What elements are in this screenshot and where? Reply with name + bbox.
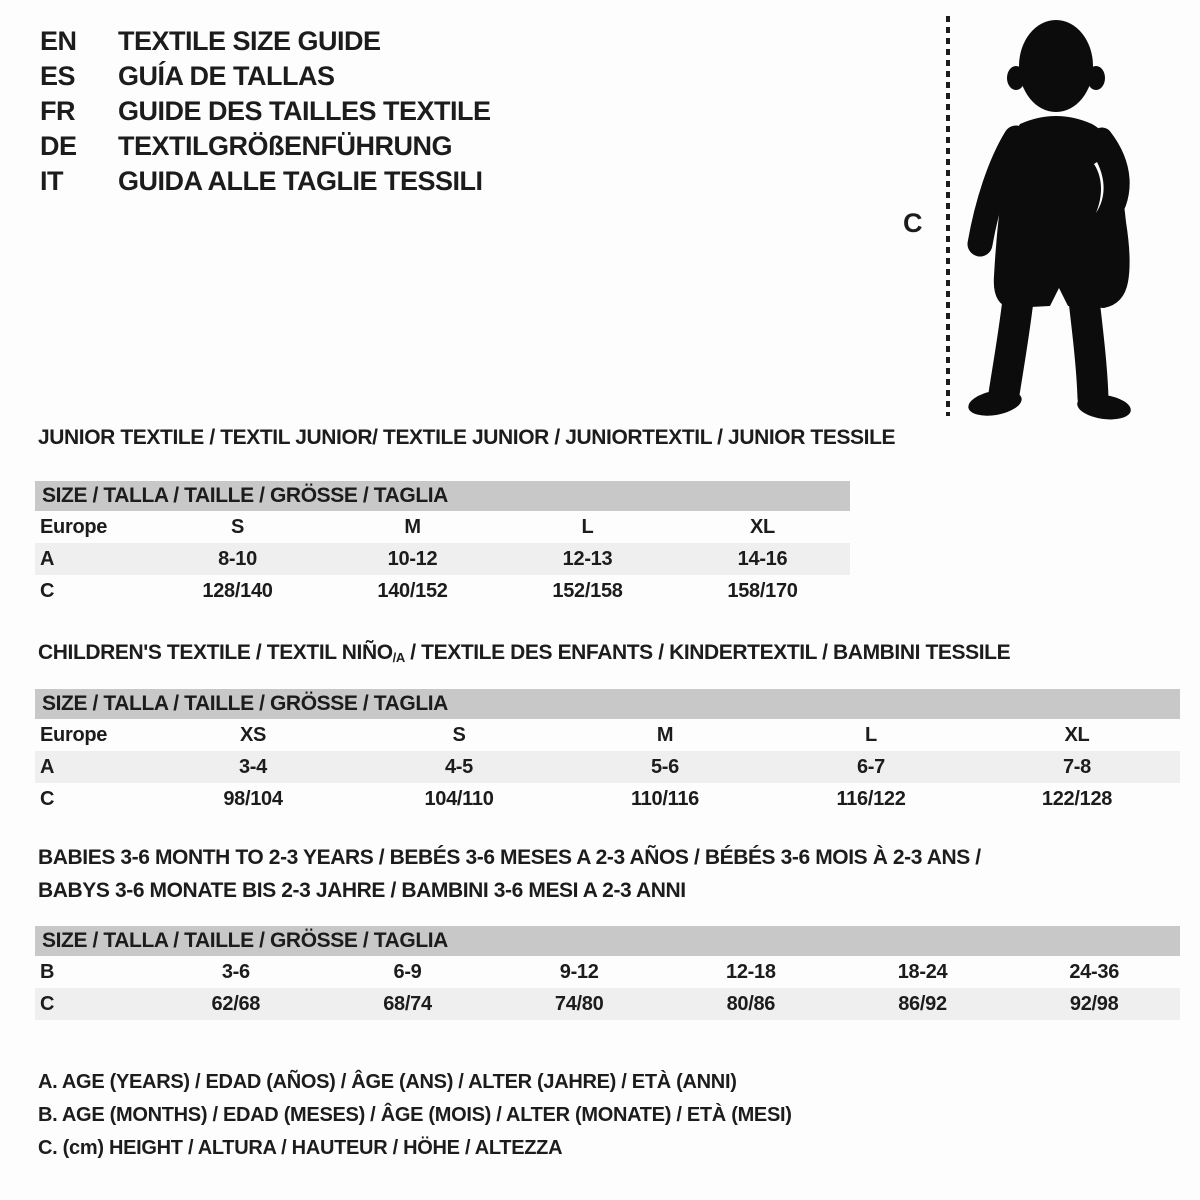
row-label: C xyxy=(40,579,55,602)
row-label: A xyxy=(40,547,55,570)
children-size-bar: SIZE / TALLA / TAILLE / GRÖSSE / TAGLIA xyxy=(35,689,1180,719)
table-row xyxy=(35,575,850,607)
cell: M xyxy=(404,515,421,538)
row-label: A xyxy=(40,755,55,778)
cell: 80/86 xyxy=(726,992,776,1015)
lang-title: GUIDA ALLE TAGLIE TESSILI xyxy=(118,166,483,196)
lang-code: IT xyxy=(40,166,63,196)
cell: L xyxy=(865,723,877,746)
cell: 7-8 xyxy=(1062,755,1091,778)
babies-size-bar: SIZE / TALLA / TAILLE / GRÖSSE / TAGLIA xyxy=(35,926,1180,956)
cell: XL xyxy=(750,515,775,538)
children-heading-sub: /A xyxy=(392,650,405,665)
language-title-list xyxy=(40,24,491,199)
cell: 3-6 xyxy=(221,960,250,983)
table-row xyxy=(35,751,1180,783)
lang-title: GUIDE DES TAILLES TEXTILE xyxy=(118,96,491,126)
table-row xyxy=(35,783,1180,815)
lang-title: GUÍA DE TALLAS xyxy=(118,61,335,91)
table-row xyxy=(35,956,1180,988)
lang-row-es xyxy=(40,59,491,94)
babies-size-table xyxy=(35,926,1180,1020)
height-measure-label: C xyxy=(903,208,923,238)
cell: 18-24 xyxy=(897,960,948,983)
lang-title: TEXTILGRÖßENFÜHRUNG xyxy=(118,131,452,161)
table-row xyxy=(35,511,850,543)
cell: 116/122 xyxy=(836,787,906,810)
cell: 9-12 xyxy=(559,960,599,983)
cell: S xyxy=(230,515,245,538)
cell: 4-5 xyxy=(444,755,473,778)
height-dashed-line xyxy=(946,16,950,416)
lang-code: DE xyxy=(40,131,77,161)
junior-size-bar: SIZE / TALLA / TAILLE / GRÖSSE / TAGLIA xyxy=(35,481,850,511)
legend-line-c: C. (cm) HEIGHT / ALTURA / HAUTEUR / HÖHE / ALTEZZA xyxy=(38,1137,563,1159)
lang-code: FR xyxy=(40,96,75,126)
lang-row-it xyxy=(40,164,491,199)
cell: L xyxy=(581,515,594,538)
legend-line-a: A. AGE (YEARS) / EDAD (AÑOS) / ÂGE (ANS) / ALTER (JAHRE) / ETÀ (ANNI) xyxy=(38,1071,737,1093)
cell: 74/80 xyxy=(554,992,604,1015)
lang-row-en xyxy=(40,24,491,59)
lang-row-de xyxy=(40,129,491,164)
children-heading-part1: CHILDREN'S TEXTILE / TEXTIL NIÑO xyxy=(38,641,393,664)
cell: 12-13 xyxy=(562,547,613,570)
measure-legend xyxy=(38,1066,792,1165)
toddler-silhouette-image xyxy=(956,12,1146,422)
table-row xyxy=(35,988,1180,1020)
children-section-heading xyxy=(38,641,1010,665)
cell: 62/68 xyxy=(211,992,261,1015)
table-row xyxy=(35,719,1180,751)
junior-section-heading: JUNIOR TEXTILE / TEXTIL JUNIOR/ TEXTILE JUNIOR / JUNIORTEXTIL / JUNIOR TESSILE xyxy=(38,426,896,449)
row-label: Europe xyxy=(40,515,108,538)
row-label: C xyxy=(40,992,55,1015)
cell: 104/110 xyxy=(424,787,494,810)
babies-section-heading-line2: BABYS 3-6 MONATE BIS 2-3 JAHRE / BAMBINI 3-6 MESI A 2-3 ANNI xyxy=(38,879,686,902)
cell: 6-9 xyxy=(393,960,422,983)
cell: 5-6 xyxy=(650,755,679,778)
cell: 6-7 xyxy=(856,755,885,778)
babies-section-heading-line1: BABIES 3-6 MONTH TO 2-3 YEARS / BEBÉS 3-6 MESES A 2-3 AÑOS / BÉBÉS 3-6 MOIS À 2-3 ANS / xyxy=(38,846,981,869)
cell: 92/98 xyxy=(1069,992,1119,1015)
cell: 152/158 xyxy=(552,579,623,602)
cell: 3-4 xyxy=(238,755,267,778)
legend-line-b: B. AGE (MONTHS) / EDAD (MESES) / ÂGE (MOIS) / ALTER (MONATE) / ETÀ (MESI) xyxy=(38,1104,792,1126)
cell: 68/74 xyxy=(383,992,432,1015)
cell: 8-10 xyxy=(218,547,257,570)
cell: 86/92 xyxy=(898,992,947,1015)
children-size-table xyxy=(35,689,1180,815)
cell: 110/116 xyxy=(631,787,699,810)
cell: S xyxy=(452,723,466,746)
cell: 140/152 xyxy=(377,579,448,602)
cell: 158/170 xyxy=(727,579,798,602)
junior-size-table xyxy=(35,481,850,607)
cell: 10-12 xyxy=(387,547,438,570)
cell: 122/128 xyxy=(1041,787,1113,810)
lang-row-fr xyxy=(40,94,491,129)
children-heading-part2: / TEXTILE DES ENFANTS / KINDERTEXTIL / BAMBINI TESSILE xyxy=(404,641,1011,664)
cell: M xyxy=(656,723,674,746)
cell: 128/140 xyxy=(202,579,273,602)
row-label: B xyxy=(40,960,55,983)
cell: XS xyxy=(239,723,267,746)
cell: 12-18 xyxy=(726,960,776,983)
table-row xyxy=(35,543,850,575)
lang-code: EN xyxy=(40,26,77,56)
lang-code: ES xyxy=(40,61,76,91)
cell: XL xyxy=(1064,723,1090,746)
cell: 98/104 xyxy=(223,787,283,810)
row-label: Europe xyxy=(40,723,108,746)
cell: 24-36 xyxy=(1069,960,1120,983)
cell: 14-16 xyxy=(737,547,788,570)
row-label: C xyxy=(40,787,55,810)
lang-title: TEXTILE SIZE GUIDE xyxy=(118,26,381,56)
